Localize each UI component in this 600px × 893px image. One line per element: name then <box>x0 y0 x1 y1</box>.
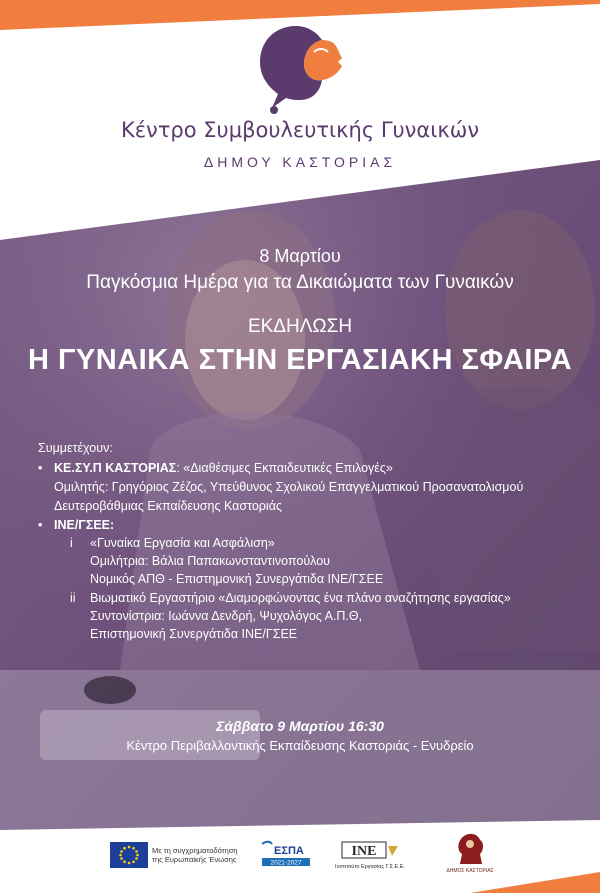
event-label: ΕΚΔΗΛΩΣΗ <box>247 316 353 337</box>
event-date: 8 Μαρτίου <box>259 246 341 266</box>
organization-subtitle: ΔΗΜΟΥ ΚΑΣΤΟΡΙΑΣ <box>203 154 397 170</box>
participants-label: Συμμετέχουν: <box>38 441 113 455</box>
dimos-label: ΔΗΜΟΣ ΚΑΣΤΟΡΙΑΣ <box>446 868 494 874</box>
sub-item-2-affiliation: Επιστημονική Συνεργάτιδα ΙΝΕ/ΓΣΕΕ <box>90 627 298 641</box>
item-2-org: ΙΝΕ/ΓΣΕΕ: <box>54 518 115 532</box>
item-1-org: ΚΕ.ΣΥ.Π ΚΑΣΤΟΡΙΑΣ <box>54 461 177 475</box>
ine-subtitle: Ινστιτούτο Εργασίας Γ.Σ.Ε.Ε. <box>335 864 405 870</box>
program-item-1 <box>54 461 393 475</box>
event-title: Η ΓΥΝΑΙΚΑ ΣΤΗΝ ΕΡΓΑΣΙΑΚΗ ΣΦΑΙΡΑ <box>27 344 573 376</box>
ine-gsee-logo <box>334 840 406 872</box>
sub-item-1-title: «Γυναίκα Εργασία και Ασφάλιση» <box>90 536 275 550</box>
espa-label: ΕΣΠΑ <box>274 845 304 857</box>
eu-cofunding-text: Με τη συγχρηματοδότηση της Ευρωπαϊκής Ένωσης <box>152 846 238 864</box>
event-datetime: Σάββατο 9 Μαρτίου 16:30 <box>216 718 384 734</box>
organization-name: Κέντρο Συμβουλευτικής Γυναικών <box>120 118 480 142</box>
sub-item-2-number: ii <box>70 591 76 605</box>
sub-item-1-affiliation: Νομικός ΑΠΘ - Επιστημονική Συνεργάτιδα ΙΝΕ/ΓΣΕΕ <box>90 572 384 586</box>
day-title: Παγκόσμια Ημέρα για τα Δικαιώματα των Γυναικών <box>86 272 514 293</box>
sub-item-1-speaker: Ομιλήτρια: Βάλια Παπακωνσταντινοπούλου <box>90 554 331 568</box>
municipality-kastoria-logo <box>446 830 494 876</box>
espa-logo <box>258 840 314 874</box>
espa-years: 2021-2027 <box>270 859 302 867</box>
bullet: • <box>38 461 43 475</box>
sub-item-2-coordinator: Συντονίστρια: Ιωάννα Δενδρή, Ψυχολόγος Α.Π.Θ, <box>90 609 363 623</box>
eu-flag-icon <box>110 842 148 868</box>
item-1-topic: : «Διαθέσιμες Εκπαιδευτικές Επιλογές» <box>176 461 393 475</box>
event-venue: Κέντρο Περιβαλλοντικής Εκπαίδευσης Καστοριάς - Ενυδρείο <box>126 738 474 753</box>
sub-item-1-number: i <box>70 536 73 550</box>
sub-item-2-title: Βιωματικό Εργαστήριο «Διαμορφώνοντας ένα πλάνο αναζήτησης εργασίας» <box>90 591 511 605</box>
item-1-affiliation: Δευτεροβάθμιας Εκπαίδευσης Καστοριάς <box>54 499 282 513</box>
bullet: • <box>38 518 43 532</box>
ine-label: ΙΝΕ <box>351 844 377 859</box>
item-1-speaker: Ομιλητής: Γρηγόριος Ζέζος, Υπεύθυνος Σχολικού Επαγγελματικού Προσανατολισμού <box>54 480 524 494</box>
